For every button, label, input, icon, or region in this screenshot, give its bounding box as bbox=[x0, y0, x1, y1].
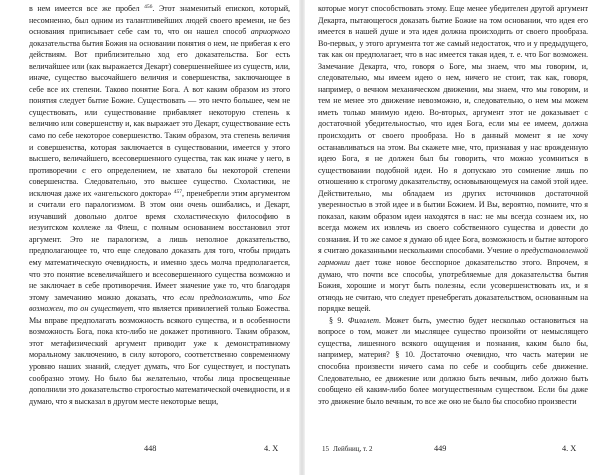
text-run: которые могут способствовать этому. Еще менее убедителен другой аргумент Декарта, пытающегося доказать бытие Божие на том основании, что идея его имеется в нашей душе и эта идея должна происходить от своего прообраза. Во-первых, у этого аргумента тот же самый недостаток, что и у предыдущего, так как он предполагает, что в нас имеется такая идея, т. е. что Бог возможен. Замечание Декарта, что, говоря о Боге, мы знаем, что мы говорим, и, следовательно, мы имеем идею о нем, ничего не стоит, так как, говоря, например, о вечном механическом движении, мы знаем, что мы говорим, и тем не менее это движение невозможно, и, следовательно, о нем мы можем иметь только мнимую идею. Во-вторых, аргумент этот не доказывает с достаточной убедительностью, что идея Бога, если мы ее имеем, должна происходить от своего прообраза. Но в данный момент я не хочу останавливаться на этом. Вы скажете мне, что, признавая у нас врожденную идею Бога, я не должен был бы говорить, что можно усомниться в существовании подобной идеи. Но я допускаю это сомнение лишь по отношению к строгому доказательству, основывающемуся на самой этой идее. Действительно, мы обладаем из других источников достаточной уверенностью в этой идее и в бытии Божием. И Вы, вероятно, помните, что я показал, каким образом идеи находятся в нас: не мы всегда сознаем их, но всегда можем их извлечь из своего собственного существа и довести до сознания. И то же самое я думаю об идее Бога, возможность и бытие которого я считаю доказанными несколькими способами. Учение о bbox=[318, 4, 588, 256]
right-page bbox=[306, 0, 600, 475]
emphasis: если предположить, что Бог возможен, то он существует bbox=[29, 292, 290, 314]
emphasis: предустановленной гармонии bbox=[318, 246, 588, 268]
signature-mark-left: 4. X bbox=[264, 444, 279, 453]
right-paragraph-1 bbox=[318, 3, 588, 315]
page-number-right: 449 bbox=[434, 444, 447, 453]
text-run: , пренебрегли этим аргументом и считали его паралогизмом. В этом они очень ошибались, и Декарт, изучавший довольно долгое время схоластическую философию в иезуитском коллеже ла Флеш, с полным основанием восстановил этот аргумент. Это не паралогизм, а лишь неполное доказательство, предполагающее то, что еще следовало доказать для того, чтобы придать ему математическую очевидность, и именно здесь молча предполагается, что это понятие всевеличайшего и всесовершенного существа возможно и не заключает в себе противоречия. Имеет значение уже то, что благодаря этому замечанию можно доказать, что bbox=[29, 188, 290, 302]
footnote-ref-457: 457 bbox=[173, 188, 183, 195]
right-paragraph-2 bbox=[318, 315, 588, 407]
left-page bbox=[0, 0, 298, 475]
page-number-left: 448 bbox=[144, 444, 157, 453]
text-run: § 9. bbox=[329, 315, 348, 325]
text-run: доказательства бытия Божия на основании понятия о нем, не прибегая к его действиям. Вот приблизительно ход его доказательства. Бог есть величайшее или (как выражается Декарт) совершеннейшее из существ, или, иначе, существо высочайшего величия и совершенства, заключающее в себе все их степени. Таково понятие Бога. А вот каким образом из этого понятия следует бытие Божие. Существовать — это нечто большее, чем не существовать, или существование прибавляет некоторую степень к величию или совершенству и, как выражает это Декарт, существование есть само по себе некоторое совершенство. Таким образом, эта степень величия и совершенства, которая заключается в существовании, имеется у этого высшего, величайшего, всесовершенного существа, так как иначе у него, в противоречии с его определением, не хватало бы некоторой степени совершенства. Следовательно, это высшее существо. Схоластики, не исключая даже их «ангельского доктора» bbox=[29, 38, 290, 198]
text-run: , что является привилегией только Божества. Мы вправе предполагать возможность всякого существа, и в особенности возможность Бога, пока кто-либо не докажет противного. Таким образом, этот метафизический аргумент приводит уже к демонстративному моральному заключению, в силу которого, соответственно современному уровню наших знаний, следует думать, что Бог существует, и поступать сообразно этому. Но было бы желательно, чтобы лица просвещенные дополнили это доказательство строгостью математической очевидности, и я думаю, что я высказал в другом месте некоторые вещи, bbox=[29, 304, 290, 406]
emphasis: Филалет bbox=[347, 315, 379, 325]
text-run: . Может быть, уместно будет несколько остановиться на вопросе о том, может ли мыслящее существо произойти от немыслящего существа, лишенного всякого ощущения и познания, каким было бы, например, материя? § 10. Достаточно очевидно, что часть материи не способна произвести ничего сама по себе и сообщить себе движение. Следовательно, ее движение или должно быть вечным, либо должно быть сообщено ей каким-либо более могущественным существом. Если бы даже это движение было вечным, то все же оно не было бы способно произвести bbox=[318, 315, 588, 406]
text-run: дает тоже новое бесспорное доказательство этого. Впрочем, я думаю, что почти все способы, употребляемые для доказательства бытия Божия, хорошие и могут быть полезны, если усовершенствовать их, и я отнюдь не считаю, что следует пренебрегать доказательством, основанным на порядке вещей. bbox=[318, 258, 588, 314]
left-paragraph-1 bbox=[29, 3, 290, 407]
signature-mark-right-left bbox=[322, 444, 373, 453]
left-page-text bbox=[29, 3, 290, 407]
book-gutter bbox=[299, 0, 305, 475]
signature-text: Лейбниц, т. 2 bbox=[333, 445, 373, 453]
signature-mark-right: 4. X bbox=[562, 444, 577, 453]
signature-number: 15 bbox=[322, 445, 329, 453]
text-run: . Этот знаменитый епископ, который, несомненно, был одним из талантливейших людей своего времени, не без основания приписывает себе сам то, что он нашел способ bbox=[29, 4, 291, 37]
emphasis: априорного bbox=[250, 27, 290, 37]
text-run: в нем имеется все же пробел bbox=[29, 4, 140, 13]
right-page-text bbox=[318, 3, 588, 407]
footnote-ref-456: 456 bbox=[144, 4, 153, 10]
